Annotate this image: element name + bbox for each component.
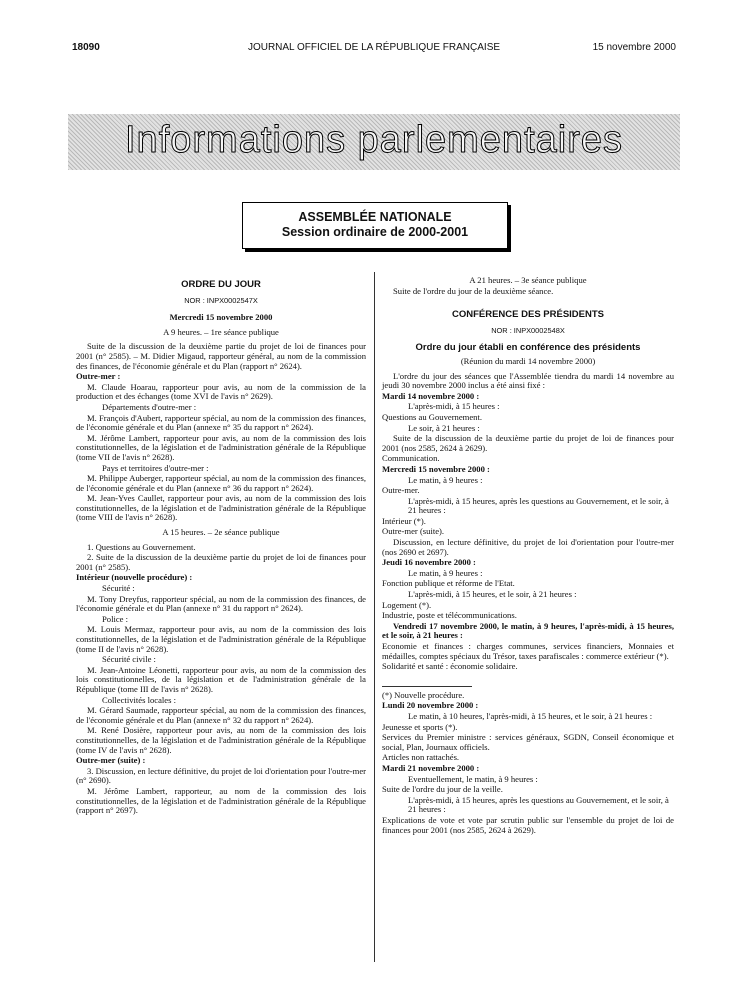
agenda-item: Economie et finances : charges communes, services financiers, Monnaies et médailles, comptes spéciaux du Trésor, taxes parafiscales : commerce extérieur (*). [382, 641, 674, 661]
section-heading: ORDRE DU JOUR [181, 279, 261, 290]
session-title: A 21 heures. – 3e séance publique [469, 275, 587, 285]
section-heading: CONFÉRENCE DES PRÉSIDENTS [451, 309, 605, 321]
agenda-item: Explications de vote et vote par scrutin public sur l'ensemble du projet de loi de finances pour 2001 (nos 2585, 2624 à 2629). [382, 814, 674, 835]
subsection-label: Sécurité civile : [102, 654, 156, 665]
day-heading: Mercredi 15 novembre 2000 : [382, 463, 490, 474]
time-slot: Le matin, à 9 heures : [408, 474, 483, 485]
meeting-date: (Réunion du mardi 14 novembre 2000) [460, 355, 596, 366]
session-name: Session ordinaire de 2000-2001 [281, 225, 469, 239]
paragraph: M. Jean-Antoine Léonetti, rapporteur pour avis, au nom de la commission des lois constitutionnelles, de la législation et de l'administration générale de la République (tome III de l'avis n° 2628). [76, 664, 366, 694]
time-slot: L'après-midi, à 15 heures : [408, 401, 500, 412]
agenda-item: Services du Premier ministre : services généraux, SGDN, Conseil économique et social, Plan, Journaux officiels. [382, 732, 674, 752]
time-slot: L'après-midi, à 15 heures, et le soir, à 21 heures : [408, 589, 577, 600]
left-column [76, 276, 366, 817]
column-divider [374, 272, 375, 962]
day-heading: Vendredi 17 novembre 2000, le matin, à 9 heures, l'après-midi, à 15 heures, et le soir, à 21 heures : [382, 620, 674, 641]
subsection-label: Outre-mer : [76, 371, 121, 382]
time-slot: Le soir, à 21 heures : [408, 422, 480, 433]
nor-reference: NOR : INPX0002548X [491, 325, 565, 335]
footnote-rule [382, 686, 472, 687]
subsection-label: Outre-mer (suite) : [76, 755, 146, 766]
paragraph: L'ordre du jour des séances que l'Assemblée tiendra du mardi 14 novembre au jeudi 30 novembre 2000 inclus a été ainsi fixé : [382, 370, 674, 391]
agenda-item: Communication. [382, 453, 440, 464]
agenda-item: 1. Questions au Gouvernement. [87, 541, 196, 552]
paragraph: Suite de la discussion de la deuxième partie du projet de loi de finances pour 2001 (n° 2585). – M. Didier Migaud, rapporteur général, au nom de la commission des finances, de l'économie générale et du Plan (rapport n° 2624). [76, 341, 366, 371]
paragraph: M. Philippe Auberger, rapporteur spécial, au nom de la commission des finances, de l'économie générale et du Plan (annexe n° 36 du rapport n° 2624). [76, 473, 366, 493]
session-title: A 15 heures. – 2e séance publique [162, 527, 280, 538]
banner-title: Informations parlementaires [125, 119, 623, 161]
subheading: Ordre du jour établi en conférence des présidents [415, 342, 641, 354]
assembly-name: ASSEMBLÉE NATIONALE [298, 210, 452, 224]
paragraph: M. Jérôme Lambert, rapporteur, au nom de la commission des lois constitutionnelles, de la législation et de l'administration générale de la République (rapport n° 2697). [76, 785, 366, 816]
right-column [382, 276, 674, 836]
journal-title: JOURNAL OFFICIEL DE LA RÉPUBLIQUE FRANÇAISE [247, 42, 501, 53]
agenda-item: Jeunesse et sports (*). [382, 721, 458, 732]
day-heading: Jeudi 16 novembre 2000 : [382, 557, 476, 568]
paragraph: M. Claude Hoarau, rapporteur pour avis, au nom de la commission de la production et des échanges (tome XVI de l'avis n° 2629). [76, 381, 366, 402]
agenda-item: Discussion, en lecture définitive, du projet de loi d'orientation pour l'outre-mer (nos 2690 et 2697). [382, 537, 674, 557]
day-heading: Mercredi 15 novembre 2000 [169, 312, 273, 323]
agenda-item: 3. Discussion, en lecture définitive, du projet de loi d'orientation pour l'outre-mer (n° 2690). [76, 765, 366, 786]
subsection-label: Départements d'outre-mer : [102, 401, 197, 412]
nor-reference: NOR : INPX0002547X [184, 295, 258, 305]
paragraph: M. Jérôme Lambert, rapporteur pour avis, au nom de la commission des lois constitutionnelles, de la législation et de l'administration générale de la République (tome VII de l'avis n° 2628). [76, 432, 366, 462]
page-header [72, 42, 676, 56]
day-heading: Mardi 21 novembre 2000 : [382, 762, 480, 773]
paragraph: M. François d'Aubert, rapporteur spécial, au nom de la commission des finances, de l'économie générale et du Plan (annexe n° 35 du rapport n° 2624). [76, 412, 366, 433]
subsection-label: Intérieur (nouvelle procédure) : [76, 572, 193, 583]
time-slot: Le matin, à 10 heures, l'après-midi, à 15 heures, et le soir, à 21 heures : [408, 710, 653, 721]
subsection-label: Sécurité : [102, 583, 135, 594]
session-title: A 9 heures. – 1re séance publique [163, 326, 279, 337]
paragraph: M. Louis Mermaz, rapporteur pour avis, au nom de la commission des lois constitutionnelles, de la législation et de l'administration générale de la République (tome II de l'avis n° 2628). [76, 624, 366, 654]
paragraph: M. Jean-Yves Caullet, rapporteur pour avis, au nom de la commission des lois constitutionnelles, de la législation et de l'administration générale de la République (tome VIII de l'avis n° 2628). [76, 493, 366, 523]
page-number: 18090 [72, 42, 100, 53]
subsection-label: Pays et territoires d'outre-mer : [102, 462, 209, 473]
paragraph: M. René Dosière, rapporteur pour avis, au nom de la commission des lois constitutionnelles, de la législation et de l'administration générale de la République (tome IV de l'avis n° 2628). [76, 725, 366, 755]
day-heading: Mardi 14 novembre 2000 : [382, 390, 480, 401]
agenda-item: Intérieur (*). [382, 515, 426, 526]
time-slot: Le matin, à 9 heures : [408, 567, 483, 578]
day-heading: Lundi 20 novembre 2000 : [382, 700, 479, 711]
agenda-item: Solidarité et santé : économie solidaire. [382, 661, 518, 672]
agenda-item: Outre-mer (suite). [382, 526, 445, 537]
agenda-item: 2. Suite de la discussion de la deuxième partie du projet de loi de finances pour 2001 (n° 2585). [76, 552, 366, 572]
agenda-item: Suite de la discussion de la deuxième partie du projet de loi de finances pour 2001 (nos 2585, 2624 à 2629). [382, 433, 674, 453]
time-slot: L'après-midi, à 15 heures, après les questions au Gouvernement, et le soir, à 21 heures : [408, 495, 669, 516]
agenda-item: Fonction publique et réforme de l'Etat. [382, 578, 515, 589]
paragraph: M. Tony Dreyfus, rapporteur spécial, au nom de la commission des finances, de l'économie générale et du Plan (annexe n° 31 du rapport n° 2624). [76, 593, 366, 614]
time-slot: Eventuellement, le matin, à 9 heures : [408, 773, 538, 784]
subsection-label: Collectivités locales : [102, 694, 176, 705]
agenda-item: Outre-mer. [382, 485, 420, 496]
agenda-item: Articles non rattachés. [382, 752, 460, 763]
issue-date: 15 novembre 2000 [592, 42, 676, 53]
paragraph: Suite de l'ordre du jour de la deuxième séance. [393, 285, 554, 296]
agenda-item: Suite de l'ordre du jour de la veille. [382, 784, 503, 795]
time-slot: L'après-midi, à 15 heures, après les questions au Gouvernement, et le soir, à 21 heures : [408, 794, 669, 815]
agenda-item: Questions au Gouvernement. [382, 411, 482, 422]
paragraph: M. Gérard Saumade, rapporteur spécial, au nom de la commission des finances, de l'économie générale et du Plan (annexe n° 32 du rapport n° 2624). [76, 705, 366, 725]
subsection-label: Police : [102, 613, 129, 624]
agenda-item: Industrie, poste et télécommunications. [382, 610, 517, 621]
section-banner [68, 114, 680, 170]
agenda-item: Logement (*). [382, 599, 432, 610]
footnote: (*) Nouvelle procédure. [382, 689, 465, 700]
assembly-box [242, 202, 508, 249]
